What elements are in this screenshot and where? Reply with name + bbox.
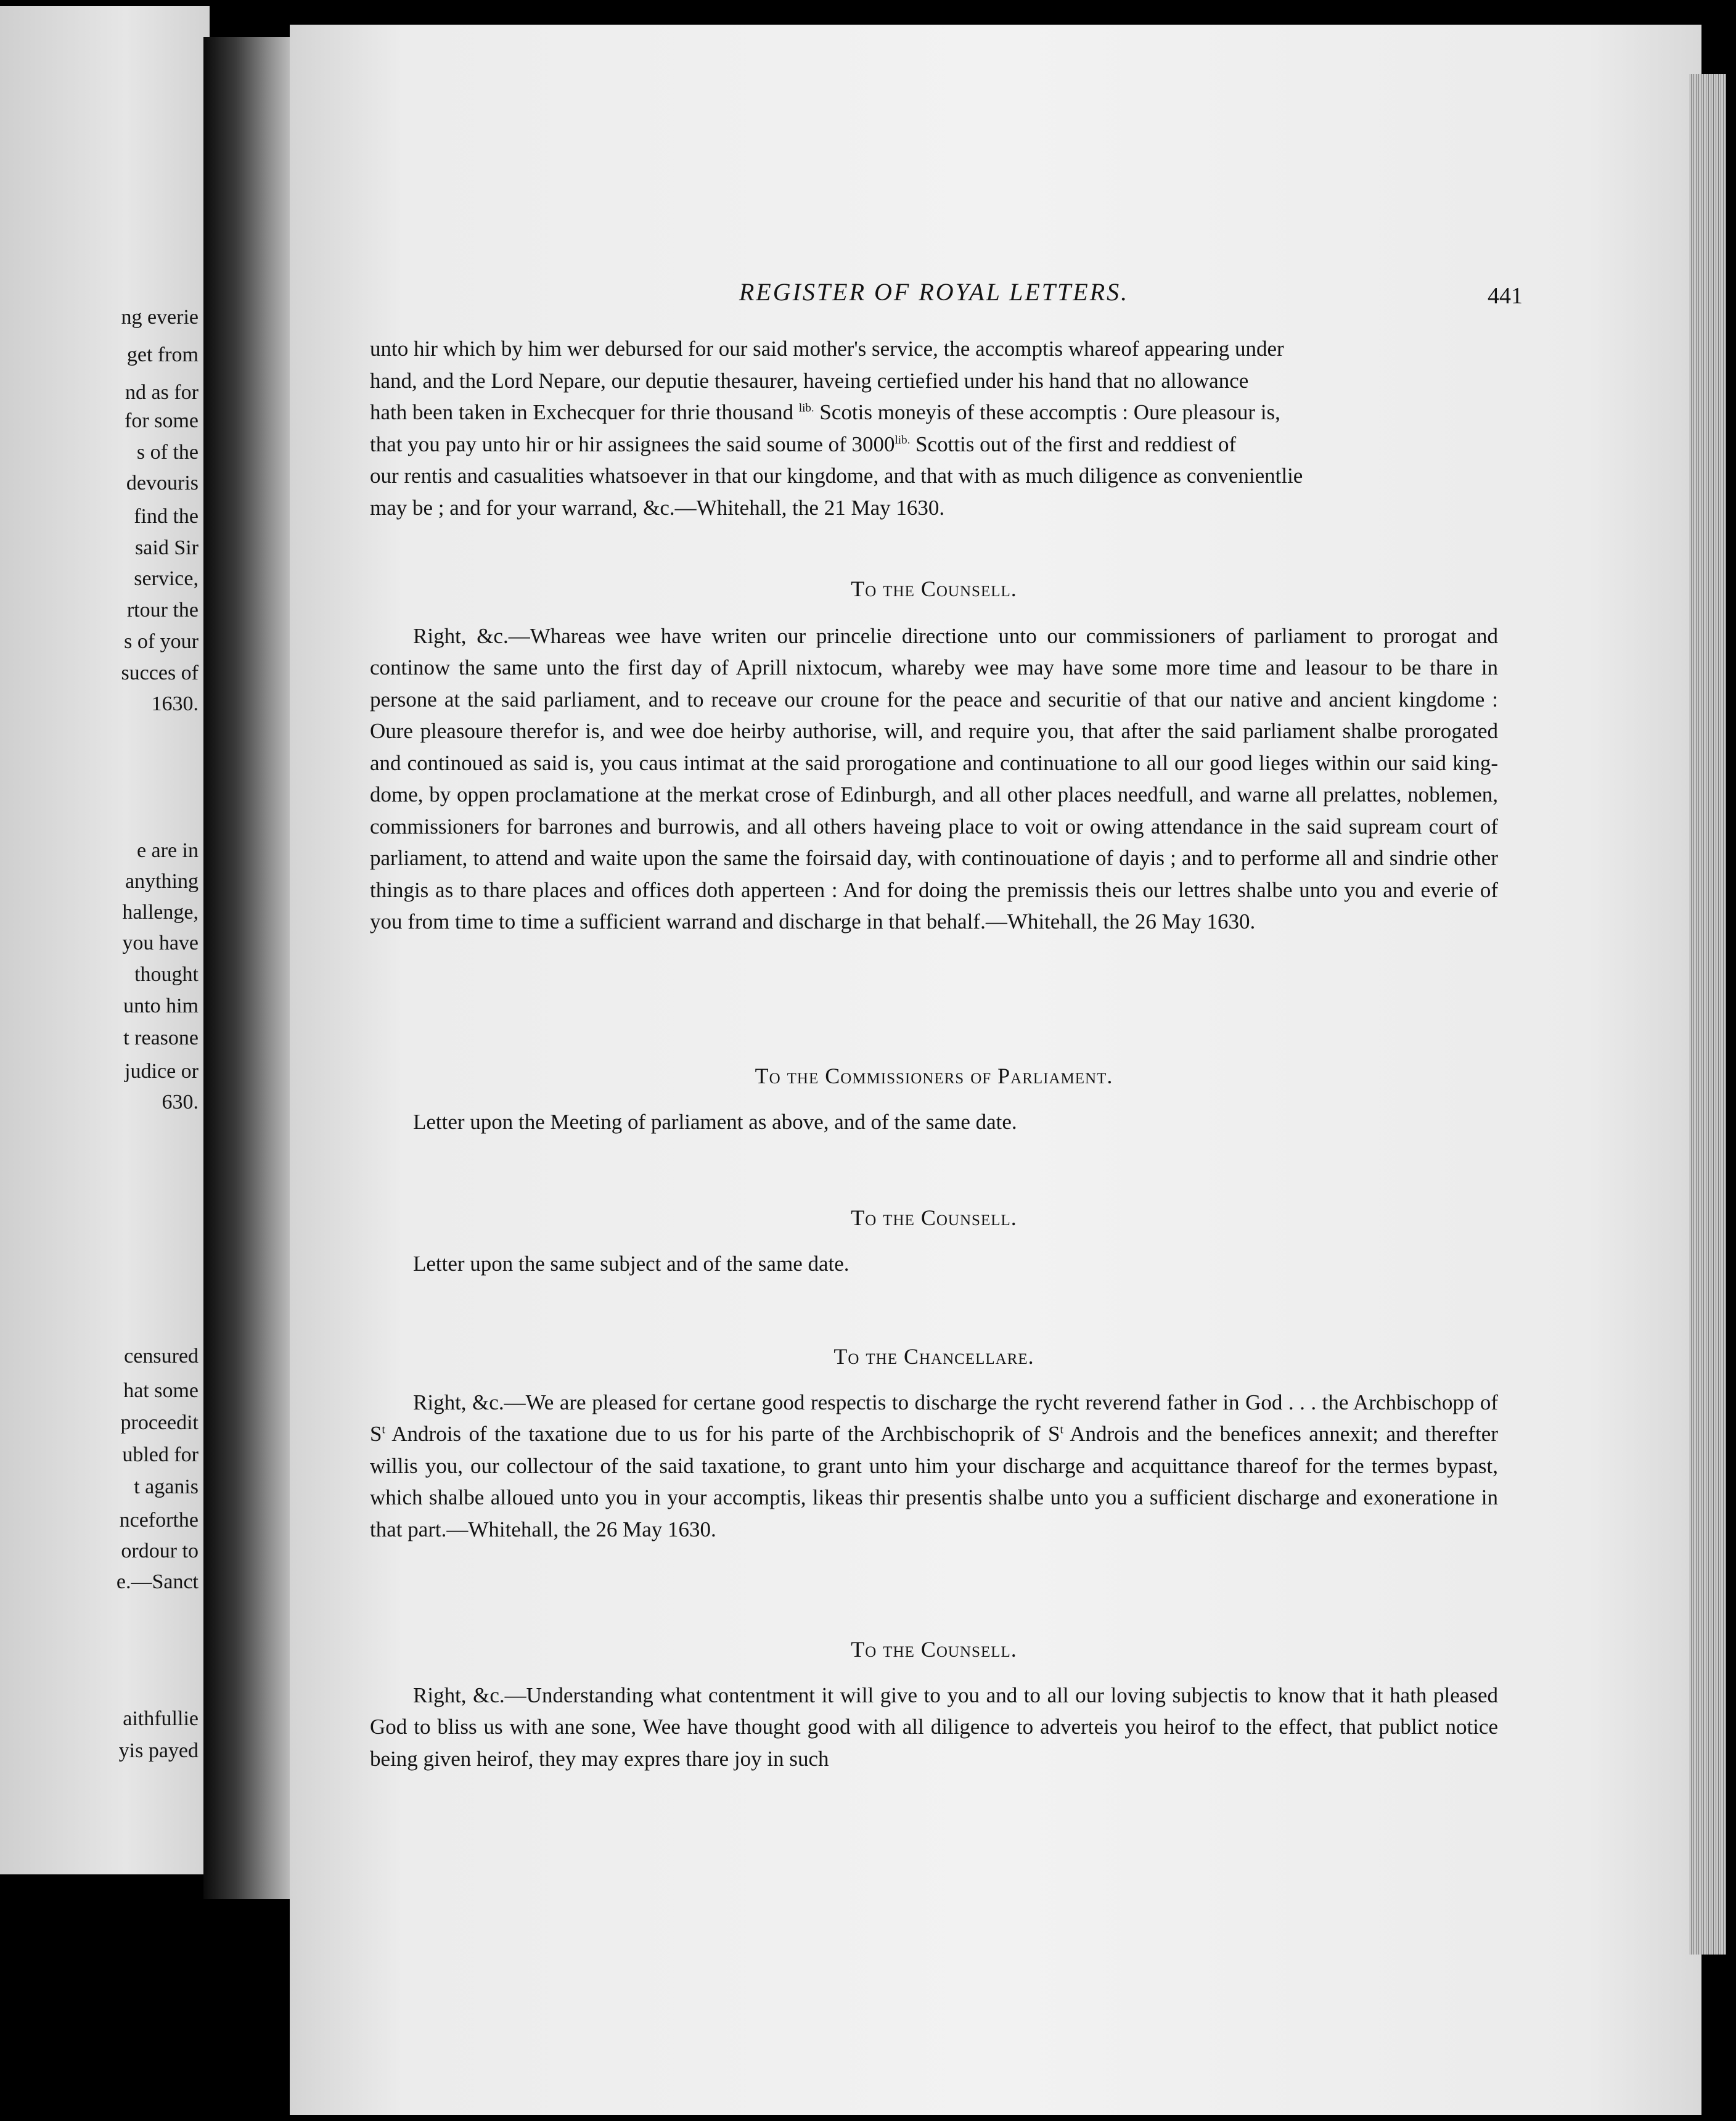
facing-page-line: ng everie <box>121 306 199 329</box>
letter-body: Right, &c.—Understanding what contentment it will give to you and to all our loving subjectis to know that it hath pleased God to bliss us with ane sone, Wee have thought good with all diligence to adverteis you heirof to the effect, that publict notice being given heirof, they may expres thare joy in such <box>370 1683 1498 1771</box>
main-page <box>290 25 1701 2115</box>
facing-page-line: said Sir <box>135 536 199 559</box>
text-line: may be ; and for your warrand, &c.—Whitehall, the 21 May 1630. <box>370 495 945 520</box>
facing-page-line: t aganis <box>134 1475 199 1498</box>
letter-to-counsell-2 <box>370 1202 1498 1279</box>
text-span: hath been taken in Exchecquer for thrie thousand <box>370 400 799 424</box>
opening-line <box>370 396 1498 429</box>
facing-page <box>0 6 210 1874</box>
text-line: unto hir which by him wer debursed for our said mother's service, the accomptis whareof appearing under <box>370 337 1284 361</box>
letter-heading: To the Counsell. <box>851 1637 1017 1662</box>
facing-page-line: thought <box>134 963 199 986</box>
text-line: our rentis and casualities whatsoever in that our kingdome, and that with as much diligence as convenientlie <box>370 464 1303 488</box>
facing-page-line: you have <box>122 932 199 954</box>
facing-page-line: get from <box>126 343 199 366</box>
opening-line <box>370 492 1498 524</box>
superscript: t <box>1060 1423 1063 1437</box>
facing-page-line: 1630. <box>151 692 199 715</box>
facing-page-line: hallenge, <box>122 901 199 924</box>
facing-page-line: yis payed <box>118 1739 199 1762</box>
facing-page-line: s of your <box>124 630 199 653</box>
facing-page-line: s of the <box>136 441 199 464</box>
letter-to-commissioners <box>370 1060 1498 1138</box>
page-number: 441 <box>1488 283 1523 309</box>
letter-heading: To the Commissioners of Parliament. <box>755 1064 1113 1088</box>
facing-page-line: proceedit <box>120 1411 199 1434</box>
book-gutter <box>203 37 296 1899</box>
facing-page-line: ordour to <box>121 1540 199 1562</box>
superscript: lib. <box>895 433 911 446</box>
text-span: Scottis out of the first and reddiest of <box>910 432 1237 456</box>
facing-page-line: succes of <box>121 662 199 684</box>
facing-page-line: anything <box>125 870 199 893</box>
text-span: that you pay unto hir or hir assignees the said soume of 3000 <box>370 432 895 456</box>
facing-page-line: service, <box>134 567 199 590</box>
letter-to-counsell-1 <box>370 573 1498 938</box>
facing-page-line: judice or <box>125 1060 199 1083</box>
facing-page-line: censured <box>124 1345 199 1368</box>
opening-line <box>370 460 1498 492</box>
opening-line <box>370 429 1498 461</box>
letter-to-chancellare <box>370 1341 1498 1545</box>
letter-body: Letter upon the same subject and of the same date. <box>413 1251 850 1276</box>
page-edges <box>1689 74 1726 1955</box>
letter-heading: To the Counsell. <box>851 1205 1017 1230</box>
facing-page-line: e are in <box>136 839 199 862</box>
facing-page-line: aithfullie <box>123 1707 199 1730</box>
facing-page-line: find the <box>134 505 199 528</box>
facing-page-line: ubled for <box>122 1443 199 1466</box>
running-head <box>370 277 1523 314</box>
text-span: Scotis moneyis of these accomptis : Oure pleasour is, <box>814 400 1280 424</box>
letter-heading: To the Chancellare. <box>833 1344 1034 1369</box>
facing-page-line: hat some <box>123 1379 199 1402</box>
opening-line <box>370 333 1498 365</box>
text-line: hand, and the Lord Nepare, our deputie thesaurer, haveing certiefied under his hand that no allowance <box>370 368 1249 393</box>
letter-body: Right, &c.—Whareas wee have writen our princelie directione unto our commissioners of parliament to prorogat and continow the same unto the first day of Aprill nixtocum, whareby wee may have some more time and leasour to be thare in persone at the said parliament, and to receave our croune for the peace and securitie of that our native and ancient kingdome : Oure pleasoure therefor is, and wee doe heirby authorise, will, and require you, that after the said parliament shalbe prorogated and continoued as said is, you caus intimat at the said prorogatione and continuatione to all our good lieges within our said king-dome, by oppen proclamatione at the merkat crose of Edinburgh, and all other places needfull, and warne all prelattes, noblemen, commissioners for barrones and burrowis, and all others haveing place to voit or owing attendance in the said supream court of parliament, to attend and waite upon the same the foirsaid day, with continouatione of dayis ; and to performe all and sindrie other thingis as to thare places and offices doth apperteen : And for doing the premissis theis our lettres shalbe unto you and everie of you from time to time a sufficient warrand and discharge in that behalf.—Whitehall, the 26 May 1630. <box>370 623 1498 933</box>
superscript: t <box>382 1423 385 1437</box>
superscript: lib. <box>798 401 814 415</box>
facing-page-line: nd as for <box>125 381 199 404</box>
opening-line <box>370 365 1498 397</box>
page-title: REGISTER OF ROYAL LETTERS. <box>739 278 1129 306</box>
facing-page-line: 630. <box>162 1091 199 1114</box>
facing-page-line: e.—Sanct <box>116 1570 199 1593</box>
text-span: Right, &c.—We are pleased for certane good respectis to discharge the rycht reverend father in God . . . the Archbischopp of S <box>370 1390 1498 1446</box>
letter-body: Letter upon the Meeting of parliament as above, and of the same date. <box>413 1109 1017 1134</box>
letter-to-counsell-3 <box>370 1634 1498 1774</box>
letter-body <box>370 1387 1498 1546</box>
facing-page-line: nceforthe <box>119 1509 199 1532</box>
opening-paragraph <box>370 333 1498 523</box>
facing-page-line: unto him <box>123 995 199 1017</box>
letter-heading: To the Counsell. <box>851 576 1017 601</box>
facing-page-line: rtour the <box>126 599 199 622</box>
facing-page-line: for some <box>125 409 199 432</box>
facing-page-line: t reasone <box>123 1027 199 1049</box>
facing-page-line: devouris <box>126 472 199 494</box>
text-span: Androis of the taxatione due to us for his parte of the Archbischoprik of S <box>385 1422 1060 1446</box>
text-span: Androis and the benefices annexit; and therefter willis you, our collectour of the said taxatione, to grant unto him your discharge and acquittance thareof for the termes bypast, which shalbe alloued unto you in your accomptis, likeas thir presentis shalbe unto you a sufficient discharge and exoneratione in that part.—Whitehall, the 26 May 1630. <box>370 1422 1498 1541</box>
